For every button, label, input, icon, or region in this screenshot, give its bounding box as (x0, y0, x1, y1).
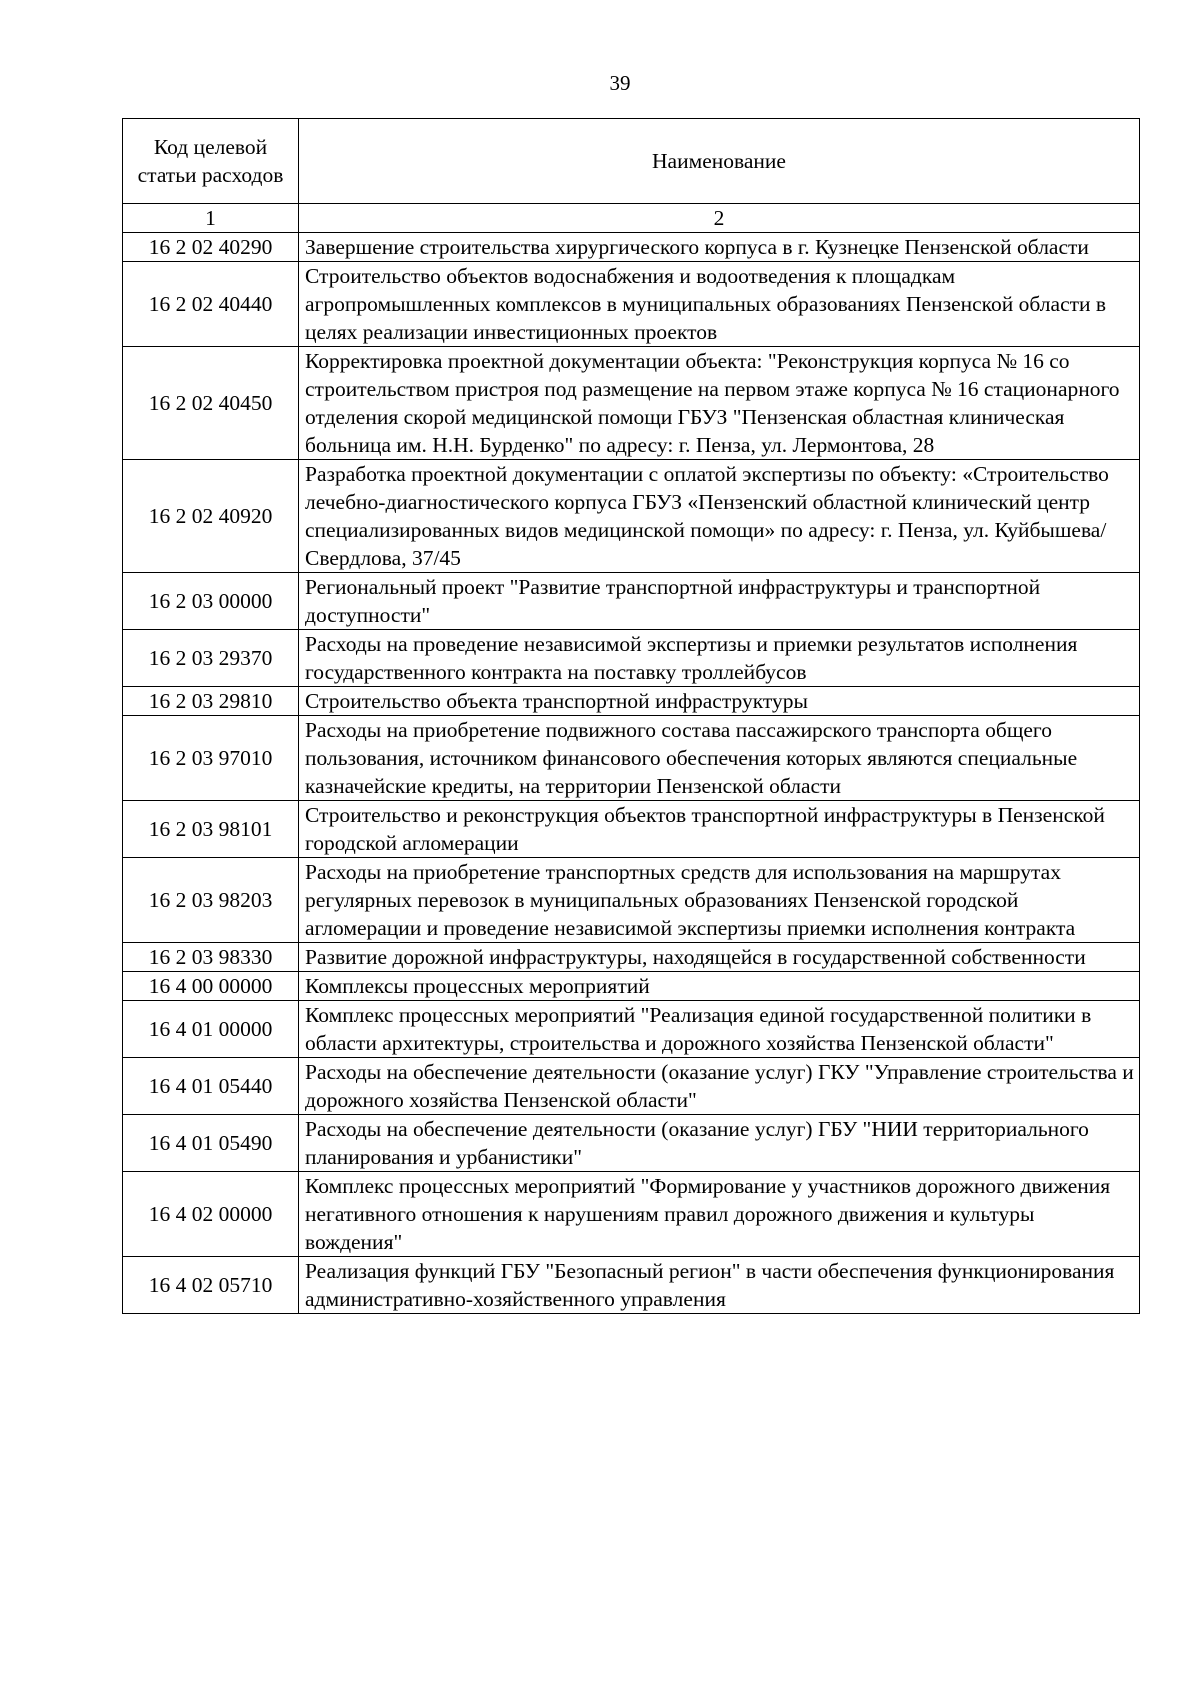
table-row (123, 858, 1140, 943)
table-header-row (123, 119, 1140, 204)
column-number-row (123, 204, 1140, 233)
table-row (123, 1172, 1140, 1257)
row-name: Расходы на обеспечение деятельности (оказание услуг) ГБУ "НИИ территориального планирования и урбанистики" (299, 1115, 1140, 1172)
table-row (123, 1257, 1140, 1314)
row-name: Расходы на приобретение транспортных средств для использования на маршрутах регулярных перевозок в муниципальных образованиях Пензенской городской агломерации и проведение независимой экспертизы приемки исполнения контракта (299, 858, 1140, 943)
row-code: 16 4 01 05490 (123, 1115, 299, 1172)
row-code: 16 2 02 40920 (123, 460, 299, 573)
row-code: 16 4 00 00000 (123, 972, 299, 1001)
name-column-header: Наименование (299, 119, 1140, 204)
row-code: 16 4 01 05440 (123, 1058, 299, 1115)
row-name: Расходы на приобретение подвижного состава пассажирского транспорта общего пользования, источником финансового обеспечения которых являются специальные казначейские кредиты, на территории Пензенской области (299, 716, 1140, 801)
table-row (123, 1058, 1140, 1115)
row-name: Строительство объекта транспортной инфраструктуры (299, 687, 1140, 716)
row-code: 16 2 03 98330 (123, 943, 299, 972)
table-row (123, 460, 1140, 573)
row-code: 16 2 03 29370 (123, 630, 299, 687)
table-row (123, 233, 1140, 262)
row-name: Комплекс процессных мероприятий "Формирование у участников дорожного движения негативного отношения к нарушениям правил дорожного движения и культуры вождения" (299, 1172, 1140, 1257)
row-name: Расходы на обеспечение деятельности (оказание услуг) ГКУ "Управление строительства и дорожного хозяйства Пензенской области" (299, 1058, 1140, 1115)
row-name: Комплексы процессных мероприятий (299, 972, 1140, 1001)
row-code: 16 4 02 00000 (123, 1172, 299, 1257)
row-code: 16 2 03 98203 (123, 858, 299, 943)
row-name: Разработка проектной документации с оплатой экспертизы по объекту: «Строительство лечебно-диагностического корпуса ГБУЗ «Пензенский областной клинический центр специализированных видов медицинской помощи» по адресу: г. Пенза, ул. Куйбышева/Свердлова, 37/45 (299, 460, 1140, 573)
row-code: 16 2 03 98101 (123, 801, 299, 858)
row-name: Комплекс процессных мероприятий "Реализация единой государственной политики в области архитектуры, строительства и дорожного хозяйства Пензенской области" (299, 1001, 1140, 1058)
table-row (123, 687, 1140, 716)
row-name: Реализация функций ГБУ "Безопасный регион" в части обеспечения функционирования административно-хозяйственного управления (299, 1257, 1140, 1314)
table-row (123, 262, 1140, 347)
row-code: 16 4 01 00000 (123, 1001, 299, 1058)
row-code: 16 2 03 00000 (123, 573, 299, 630)
table-row (123, 347, 1140, 460)
table-row (123, 1115, 1140, 1172)
table-row (123, 801, 1140, 858)
row-name: Развитие дорожной инфраструктуры, находящейся в государственной собственности (299, 943, 1140, 972)
row-code: 16 2 03 97010 (123, 716, 299, 801)
table-row (123, 573, 1140, 630)
row-code: 16 2 02 40450 (123, 347, 299, 460)
row-name: Корректировка проектной документации объекта: "Реконструкция корпуса № 16 со строительством пристроя под размещение на первом этаже корпуса № 16 стационарного отделения скорой медицинской помощи ГБУЗ "Пензенская областная клиническая больница им. Н.Н. Бурденко" по адресу: г. Пенза, ул. Лермонтова, 28 (299, 347, 1140, 460)
row-code: 16 2 03 29810 (123, 687, 299, 716)
row-name: Строительство объектов водоснабжения и водоотведения к площадкам агропромышленных комплексов в муниципальных образованиях Пензенской области в целях реализации инвестиционных проектов (299, 262, 1140, 347)
row-code: 16 4 02 05710 (123, 1257, 299, 1314)
table-row (123, 972, 1140, 1001)
row-name: Завершение строительства хирургического корпуса в г. Кузнецке Пензенской области (299, 233, 1140, 262)
page-number: 39 (609, 71, 631, 95)
column-number-1: 1 (123, 204, 299, 233)
table-row (123, 943, 1140, 972)
table-row (123, 716, 1140, 801)
table-row (123, 1001, 1140, 1058)
row-code: 16 2 02 40440 (123, 262, 299, 347)
code-column-header: Код целевой статьи расходов (123, 119, 299, 204)
row-name: Региональный проект "Развитие транспортной инфраструктуры и транспортной доступности" (299, 573, 1140, 630)
column-number-2: 2 (299, 204, 1140, 233)
row-name: Строительство и реконструкция объектов транспортной инфраструктуры в Пензенской городской агломерации (299, 801, 1140, 858)
row-name: Расходы на проведение независимой экспертизы и приемки результатов исполнения государственного контракта на поставку троллейбусов (299, 630, 1140, 687)
row-code: 16 2 02 40290 (123, 233, 299, 262)
table-row (123, 630, 1140, 687)
budget-codes-table (122, 118, 1140, 1314)
